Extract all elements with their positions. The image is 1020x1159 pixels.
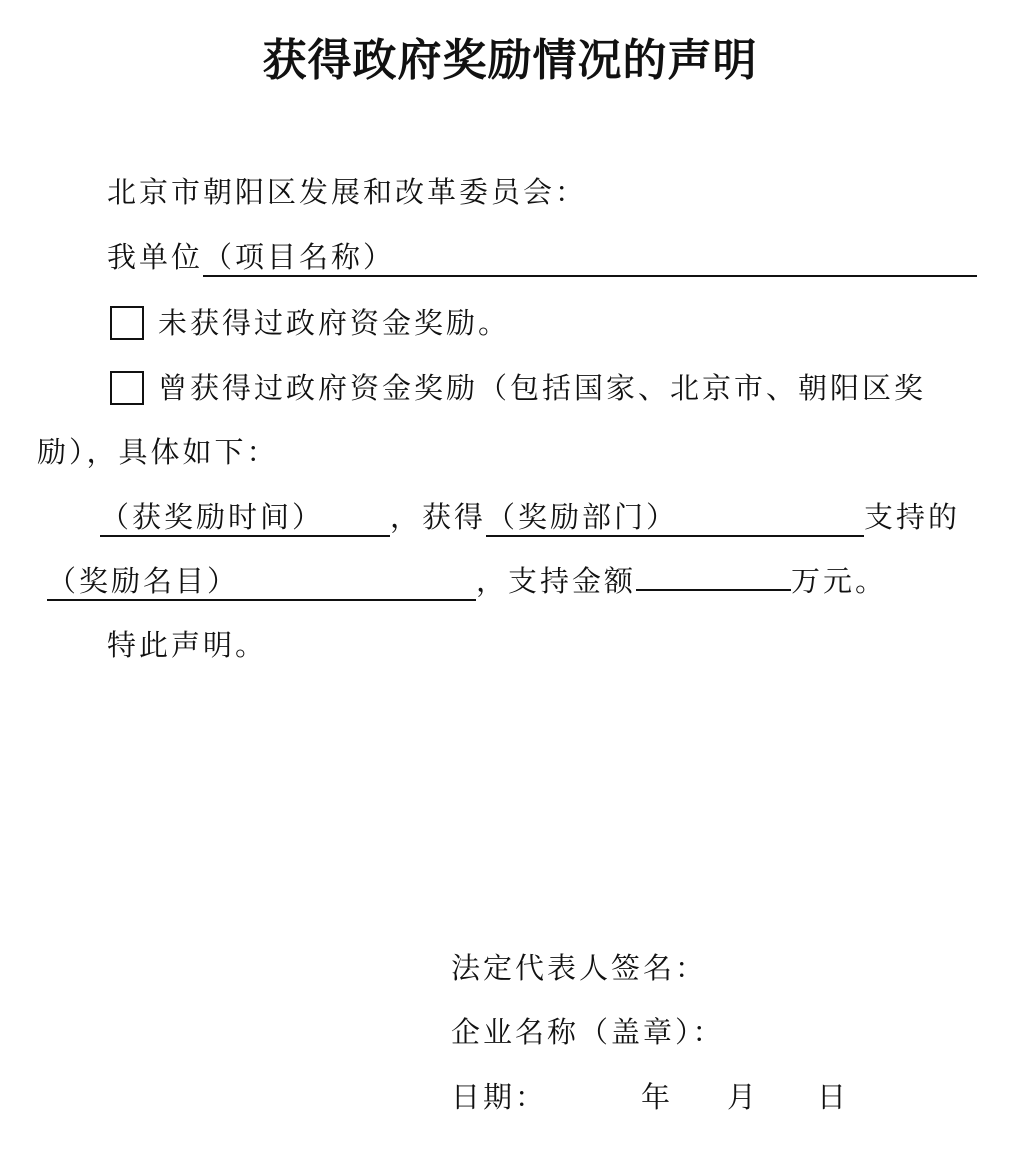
- received-checkbox[interactable]: [110, 371, 144, 405]
- option-none-label: 未获得过政府资金奖励。: [158, 306, 511, 340]
- page-title: 获得政府奖励情况的声明: [262, 35, 758, 86]
- project-name-hint: （项目名称）: [203, 240, 396, 274]
- award-name-field[interactable]: [47, 563, 476, 601]
- date-label: 日期：: [451, 1080, 548, 1114]
- award-detail-line2: [47, 561, 887, 601]
- award-dept-hint: （奖励部门）: [486, 500, 679, 534]
- project-line: [107, 237, 977, 277]
- addressee: 北京市朝阳区发展和改革委员会：: [107, 175, 588, 209]
- award-time-hint: （获奖励时间）: [100, 500, 325, 534]
- award-time-field[interactable]: [100, 499, 390, 537]
- option-received-label-line2: 励），具体如下：: [37, 435, 279, 469]
- unit-prefix: 我单位: [107, 240, 204, 274]
- not-received-checkbox[interactable]: [110, 306, 144, 340]
- obtained-word: ，获得: [390, 500, 487, 534]
- company-seal-label: 企业名称（盖章）：: [451, 1015, 725, 1049]
- closing-statement: 特此声明。: [107, 628, 268, 662]
- date-day: 日: [817, 1080, 850, 1114]
- amount-unit: 万元。: [791, 564, 888, 598]
- support-amount-word: ，支持金额: [476, 564, 637, 598]
- date-month: 月: [727, 1080, 760, 1114]
- award-detail-line1: [100, 497, 960, 537]
- support-amount-field[interactable]: [636, 589, 791, 591]
- support-word: 支持的: [864, 500, 961, 534]
- option-received-label-line1: 曾获得过政府资金奖励（包括国家、北京市、朝阳区奖: [158, 371, 927, 405]
- date-year: 年: [641, 1080, 674, 1114]
- project-name-field[interactable]: [203, 239, 977, 277]
- award-name-hint: （奖励名目）: [47, 564, 240, 598]
- award-dept-field[interactable]: [486, 499, 864, 537]
- legal-rep-signature-label: 法定代表人签名：: [451, 951, 708, 985]
